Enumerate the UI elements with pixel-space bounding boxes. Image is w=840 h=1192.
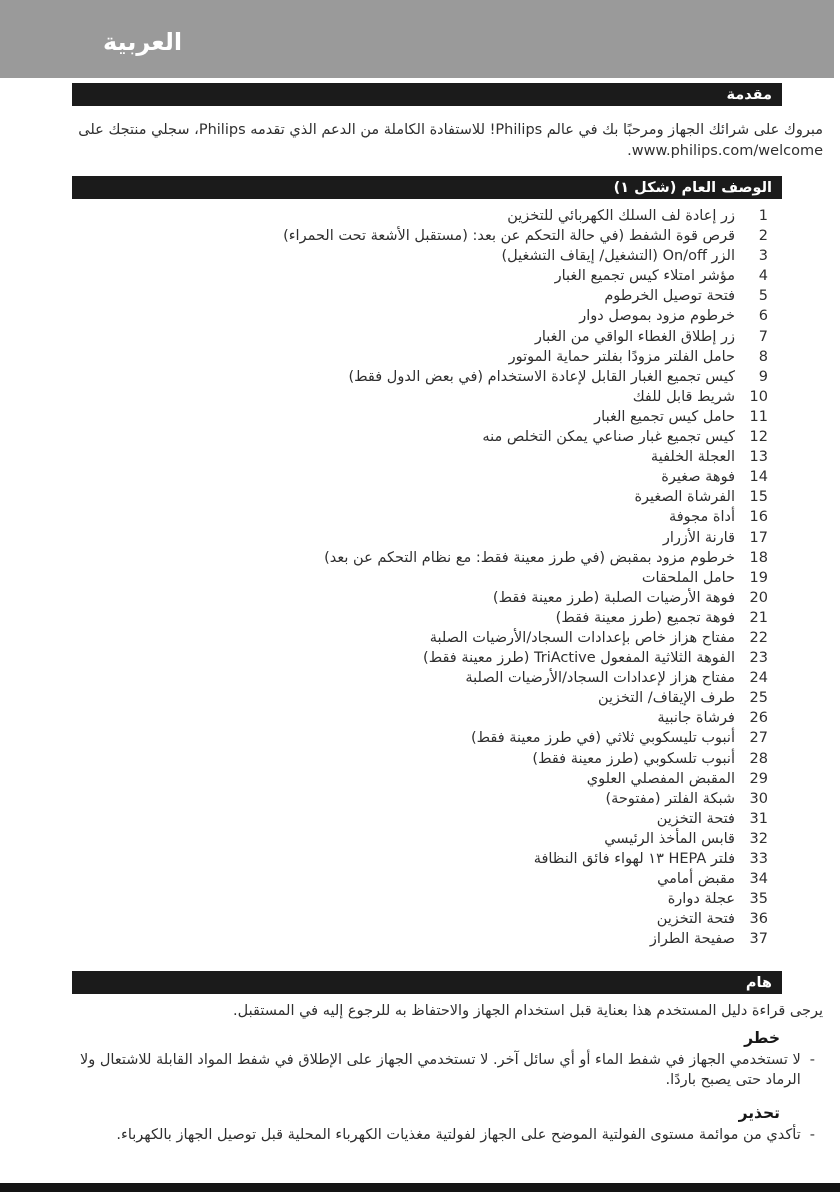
list-item-number: 4	[758, 268, 768, 285]
list-item-number: 14	[749, 469, 768, 486]
intro-line-1: مبروك على شرائك الجهاز ومرحبًا بك في عالم Philips! للاستفادة الكاملة من الدعم الذي تقدمه Philips، سجلي منتجك على	[78, 122, 823, 138]
bottom-page-bar	[0, 1183, 840, 1192]
list-item-number: 3	[758, 248, 768, 265]
list-item-number: 13	[749, 449, 768, 466]
list-item-number: 17	[749, 529, 768, 546]
section-bar-general-description	[72, 176, 782, 199]
danger-bullet-line-2: الرماد حتى يصبح باردًا.	[665, 1072, 801, 1089]
list-item-number: 5	[758, 288, 768, 305]
list-item	[17, 628, 823, 648]
section-title-important: هام	[745, 974, 772, 991]
list-item	[17, 347, 823, 367]
list-item	[17, 668, 823, 688]
list-item	[17, 507, 823, 527]
list-item	[17, 749, 823, 769]
section-title-general-description: الوصف العام (شكل ١)	[613, 179, 772, 196]
list-item-number: 10	[749, 388, 768, 405]
list-item-text: فلتر HEPA ١٣ لهواء فائق النظافة	[533, 851, 735, 867]
list-item-number: 9	[758, 368, 768, 385]
list-item	[17, 869, 823, 889]
section-bar-introduction	[72, 83, 782, 106]
list-item-text: زر إعادة لف السلك الكهربائي للتخزين	[507, 208, 735, 224]
list-item-number: 22	[749, 629, 768, 646]
list-item-text: المقبض المفصلي العلوي	[586, 770, 735, 787]
list-item-text: فوهة تجميع (طرز معينة فقط)	[555, 609, 735, 626]
intro-paragraph	[17, 120, 823, 161]
list-item-text: حامل الملحقات	[641, 569, 735, 586]
list-item	[17, 648, 823, 668]
list-item-text: فتحة توصيل الخرطوم	[604, 288, 735, 305]
list-item-text: قرص قوة الشفط (في حالة التحكم عن بعد: (مستقبل الأشعة تحت الحمراء)	[283, 228, 735, 245]
danger-bullet	[17, 1050, 815, 1091]
list-item	[17, 407, 823, 427]
list-item-number: 15	[749, 489, 768, 506]
list-item-text: شريط قابل للفك	[632, 388, 735, 405]
list-item-text: شبكة الفلتر (مفتوحة)	[605, 790, 735, 807]
list-item-text: أنبوب تليسكوبي ثلاثي (في طرز معينة فقط)	[470, 730, 735, 747]
list-item-number: 32	[749, 830, 768, 847]
bullet-dash: -	[809, 1126, 815, 1143]
list-item-text: فوهة الأرضيات الصلبة (طرز معينة فقط)	[492, 589, 735, 606]
list-item	[17, 246, 823, 266]
warning-bullet-line-1: تأكدي من موائمة مستوى الفولتية الموضح على الجهاز لفولتية مغذيات الكهرباء المحلية قبل توصيل الجهاز بالكهرباء.	[116, 1126, 801, 1143]
list-item	[17, 909, 823, 929]
list-item-number: 7	[758, 328, 768, 345]
warning-bullet	[17, 1125, 815, 1146]
list-item-text: مؤشر امتلاء كيس تجميع الغبار	[554, 268, 735, 285]
list-item	[17, 266, 823, 286]
warning-heading: تحذير	[738, 1103, 780, 1122]
list-item	[17, 889, 823, 909]
language-banner	[0, 0, 834, 78]
list-item	[17, 548, 823, 568]
section-bar-important	[72, 971, 782, 994]
list-item-number: 36	[749, 911, 768, 928]
list-item-text: طرف الإيقاف/ التخزين	[597, 690, 735, 707]
list-item-number: 35	[749, 891, 768, 908]
list-item	[17, 608, 823, 628]
list-item	[17, 688, 823, 708]
list-item	[17, 789, 823, 809]
list-item-number: 12	[749, 429, 768, 446]
list-item	[17, 568, 823, 588]
list-item	[17, 708, 823, 728]
list-item	[17, 286, 823, 306]
list-item-number: 19	[749, 569, 768, 586]
parts-list	[17, 206, 823, 949]
danger-bullet-text	[80, 1050, 801, 1091]
list-item-text: الفوهة الثلاثية المفعول TriActive (طرز معينة فقط)	[423, 650, 735, 667]
intro-line-2: www.philips.com/welcome.	[627, 142, 823, 159]
list-item-text: الفرشاة الصغيرة	[634, 489, 735, 506]
list-item-text: خرطوم مزود بموصل دوار	[579, 308, 735, 325]
list-item-text: خرطوم مزود بمقبض (في طرز معينة فقط: مع نظام التحكم عن بعد)	[324, 549, 735, 566]
list-item-number: 30	[749, 790, 768, 807]
list-item	[17, 528, 823, 548]
list-item	[17, 769, 823, 789]
list-item-number: 6	[758, 308, 768, 325]
list-item-text: قابس المأخذ الرئيسي	[604, 830, 735, 847]
list-item-number: 34	[749, 871, 768, 888]
list-item-number: 37	[749, 931, 768, 948]
list-item-number: 18	[749, 549, 768, 566]
list-item-text: فتحة التخزين	[656, 911, 735, 928]
list-item	[17, 829, 823, 849]
list-item	[17, 467, 823, 487]
page-content	[17, 78, 823, 1145]
list-item	[17, 367, 823, 387]
list-item-text: كيس تجميع الغبار القابل لإعادة الاستخدام (في بعض الدول فقط)	[348, 368, 735, 385]
list-item-number: 21	[749, 609, 768, 626]
list-item-number: 20	[749, 589, 768, 606]
list-item-text: حامل الفلتر مزودًا بفلتر حماية الموتور	[508, 348, 735, 365]
list-item-number: 31	[749, 810, 768, 827]
danger-heading: خطر	[744, 1028, 780, 1047]
list-item	[17, 929, 823, 949]
list-item-text: أداة مجوفة	[668, 509, 735, 526]
list-item-number: 24	[749, 670, 768, 687]
list-item	[17, 327, 823, 347]
list-item-number: 28	[749, 750, 768, 767]
list-item	[17, 226, 823, 246]
list-item	[17, 588, 823, 608]
list-item-text: فرشاة جانبية	[657, 710, 735, 727]
list-item-number: 25	[749, 690, 768, 707]
list-item-number: 26	[749, 710, 768, 727]
list-item-text: زر إطلاق الغطاء الواقي من الغبار	[534, 328, 735, 345]
list-item-number: 1	[758, 208, 768, 224]
list-item	[17, 728, 823, 748]
list-item-number: 33	[749, 851, 768, 867]
list-item-text: فوهة صغيرة	[661, 469, 735, 486]
list-item-text: أنبوب تلسكوبي (طرز معينة فقط)	[532, 750, 735, 767]
list-item-text: فتحة التخزين	[656, 810, 735, 827]
section-title-introduction: مقدمة	[726, 86, 772, 103]
list-item	[17, 487, 823, 507]
list-item	[17, 447, 823, 467]
important-note-line: يرجى قراءة دليل المستخدم هذا بعناية قبل استخدام الجهاز والاحتفاظ به للرجوع إليه في المستقبل.	[233, 1003, 823, 1020]
bullet-dash: -	[809, 1051, 815, 1068]
list-item-number: 16	[749, 509, 768, 526]
list-item	[17, 427, 823, 447]
list-item-text: العجلة الخلفية	[650, 449, 735, 466]
danger-bullet-line-1: لا تستخدمي الجهاز في شفط الماء أو أي سائل آخر. لا تستخدمي الجهاز على الإطلاق في شفط المواد القابلة للاشتعال ولا	[79, 1051, 801, 1068]
list-item-text: كيس تجميع غبار صناعي يمكن التخلص منه	[482, 429, 735, 446]
list-item-number: 8	[758, 348, 768, 365]
important-note-paragraph	[17, 1001, 823, 1022]
list-item-number: 23	[749, 650, 768, 667]
list-item	[17, 387, 823, 407]
list-item	[17, 306, 823, 326]
list-item-text: قارنة الأزرار	[662, 529, 735, 546]
warning-bullet-text	[116, 1125, 800, 1146]
list-item-text: مفتاح هزاز لإعدادات السجاد/الأرضيات الصلبة	[465, 670, 735, 687]
list-item-text: الزر On/off (التشغيل/ إيقاف التشغيل)	[501, 248, 735, 265]
list-item	[17, 206, 823, 226]
list-item-text: عجلة دوارة	[667, 891, 735, 908]
list-item-number: 27	[749, 730, 768, 747]
list-item-number: 2	[758, 228, 768, 245]
list-item-number: 29	[749, 770, 768, 787]
list-item	[17, 849, 823, 869]
list-item-number: 11	[749, 408, 768, 425]
list-item-text: مفتاح هزاز خاص بإعدادات السجاد/الأرضيات الصلبة	[429, 629, 735, 646]
list-item-text: صفيحة الطراز	[649, 931, 735, 948]
list-item-text: مقبض أمامي	[657, 871, 735, 888]
language-label: العربية	[103, 28, 183, 56]
list-item	[17, 809, 823, 829]
list-item-text: حامل كيس تجميع الغبار	[594, 408, 735, 425]
